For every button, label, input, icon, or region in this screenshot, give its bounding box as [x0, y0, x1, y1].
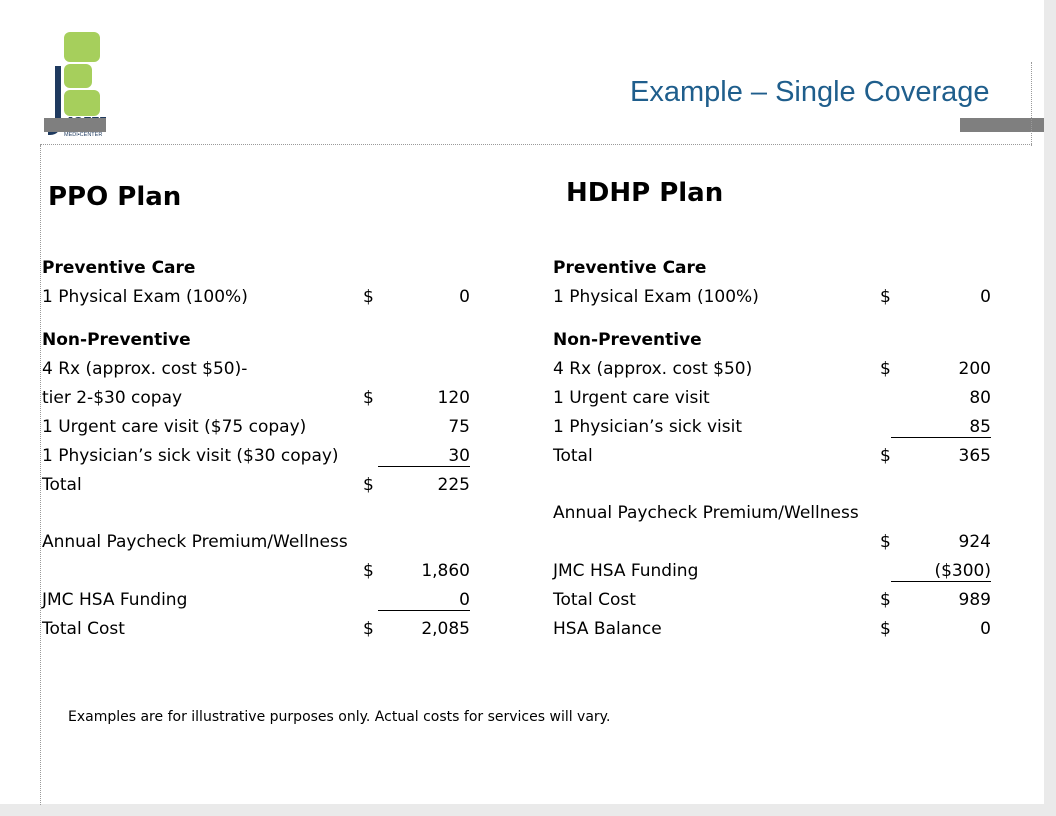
page-title: Example – Single Coverage: [630, 76, 990, 108]
row-amount: 85: [891, 417, 991, 438]
row-label: Total: [553, 446, 593, 466]
row-amount: 989: [958, 590, 991, 610]
row-amount: 365: [958, 446, 991, 466]
hdhp-plan-heading: HDHP Plan: [566, 178, 724, 208]
row-label: 4 Rx (approx. cost $50): [553, 359, 753, 379]
dollar-sign: $: [880, 619, 891, 639]
row-amount: 0: [980, 287, 991, 307]
logo-subtext: MEDI•CENTER: [64, 132, 103, 138]
row-label: 1 Urgent care visit: [553, 388, 710, 408]
row-label: JMC HSA Funding: [42, 590, 188, 610]
row-label: Total: [42, 475, 82, 495]
row-amount: 0: [980, 619, 991, 639]
row-label: Preventive Care: [42, 258, 196, 278]
row-amount: 120: [437, 388, 470, 408]
dollar-sign: $: [363, 561, 374, 581]
dollar-sign: $: [880, 359, 891, 379]
row-label: Total Cost: [553, 590, 636, 610]
dollar-sign: $: [363, 388, 374, 408]
row-label: Non-Preventive: [42, 330, 191, 350]
row-amount: 75: [448, 417, 470, 437]
dollar-sign: $: [880, 532, 891, 552]
row-label: Annual Paycheck Premium/Wellness: [553, 503, 859, 523]
row-amount: 30: [378, 446, 470, 467]
divider-line: [40, 144, 1032, 145]
dollar-sign: $: [363, 619, 374, 639]
row-label: JMC HSA Funding: [553, 561, 699, 581]
row-amount: 0: [459, 287, 470, 307]
divider-line: [1031, 62, 1032, 146]
row-amount: ($300): [891, 561, 991, 582]
row-label: Non-Preventive: [553, 330, 702, 350]
row-label: 4 Rx (approx. cost $50)-: [42, 359, 248, 379]
dollar-sign: $: [363, 475, 374, 495]
title-underline-bar: [44, 118, 106, 132]
dollar-sign: $: [880, 287, 891, 307]
dollar-sign: $: [363, 287, 374, 307]
row-label: Preventive Care: [553, 258, 707, 278]
dollar-sign: $: [880, 446, 891, 466]
row-label: 1 Physician’s sick visit ($30 copay): [42, 446, 339, 466]
row-amount: 1,860: [421, 561, 470, 581]
row-label: Total Cost: [42, 619, 125, 639]
row-label: 1 Urgent care visit ($75 copay): [42, 417, 307, 437]
row-label: 1 Physician’s sick visit: [553, 417, 743, 437]
disclaimer-text: Examples are for illustrative purposes only. Actual costs for services will vary.: [68, 709, 611, 725]
row-label: HSA Balance: [553, 619, 662, 639]
dollar-sign: $: [880, 590, 891, 610]
row-amount: 2,085: [421, 619, 470, 639]
row-label: tier 2-$30 copay: [42, 388, 183, 408]
row-label: 1 Physical Exam (100%): [42, 287, 248, 307]
row-amount: 80: [969, 388, 991, 408]
row-amount: 0: [378, 590, 470, 611]
row-amount: 924: [958, 532, 991, 552]
row-label: 1 Physical Exam (100%): [553, 287, 759, 307]
divider-line: [40, 145, 41, 805]
ppo-plan-heading: PPO Plan: [48, 182, 182, 212]
row-amount: 225: [437, 475, 470, 495]
row-amount: 200: [958, 359, 991, 379]
row-label: Annual Paycheck Premium/Wellness: [42, 532, 348, 552]
